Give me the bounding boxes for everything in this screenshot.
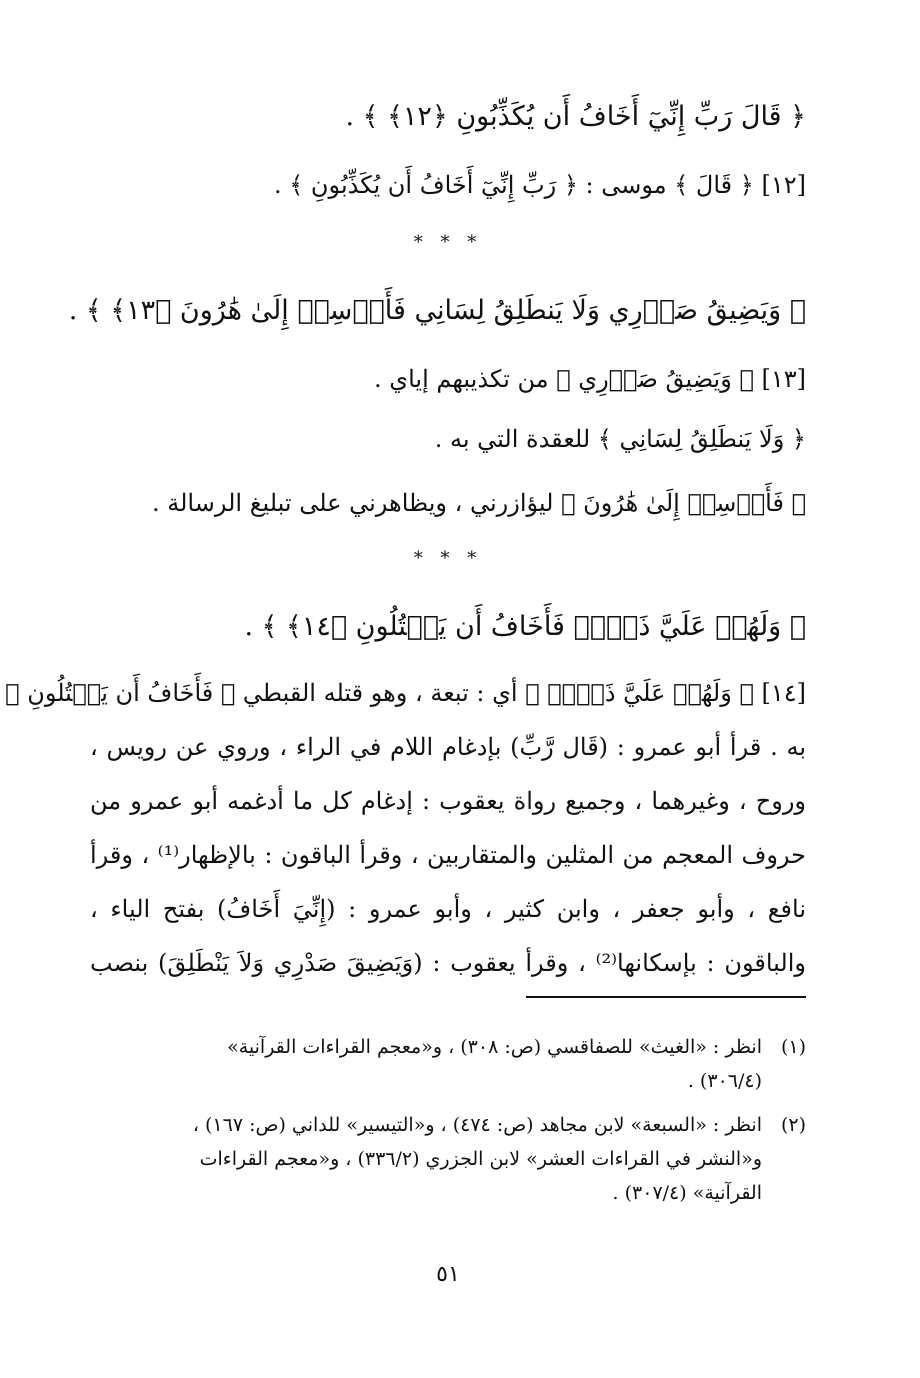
- commentary-12: [١٢] ﴿ قَالَ ﴾ موسى : ﴿ رَبِّ إِنِّيٓ أَخَافُ أَن يُكَذِّبُونِ ﴾ .: [273, 171, 806, 199]
- footnote-2-cont-2: القرآنية» (٣٠٧/٤) .: [612, 1182, 762, 1204]
- footnote-2: [90, 1110, 806, 1141]
- footnote-separator: [526, 996, 806, 998]
- commentary-14-line-6: والباقون : بإسكانها⁽²⁾ ، وقرأ يعقوب : (وَيَضِيقَ صَدْرِي وَلاَ يَنْطَلِقَ) بنصب: [90, 949, 806, 977]
- page-number: ٥١: [436, 1262, 460, 1287]
- footnote-1-cont: (٣٠٦/٤) .: [687, 1070, 762, 1092]
- commentary-14-line-1: [١٤] ﴿ وَلَهُمۡ عَلَيَّ ذَنۢبٞ ﴾ أي : تبعة ، وهو قتله القبطي ﴿ فَأَخَافُ أَن يَقۡتُلُونِ ﴾: [5, 679, 806, 707]
- book-page: [5, 0, 807, 1378]
- commentary-13-line-2: ﴿ وَلَا يَنطَلِقُ لِسَانِي ﴾ للعقدة التي به .: [434, 425, 806, 453]
- footnote-text: انظر : «الغيث» للصفاقسي (ص: ٣٠٨) ، و«معجم القراءات القرآنية»: [227, 1036, 762, 1058]
- commentary-14-line-2: به . قرأ أبو عمرو : (قَال رَّبِّ) بإدغام اللام في الراء ، وروي عن رويس ،: [90, 733, 806, 761]
- commentary-13-line-3: ﴿ فَأَرۡسِلۡ إِلَىٰ هَٰرُونَ ﴾ ليؤازرني ، ويظاهرني على تبليغ الرسالة .: [151, 489, 806, 517]
- commentary-14-line-5: نافع ، وأبو جعفر ، وابن كثير ، وأبو عمرو : (إِنِّيَ أَخَافُ) بفتح الياء ،: [90, 895, 806, 923]
- section-separator: * * *: [413, 548, 483, 569]
- verse-14: ﴿ وَلَهُمۡ عَلَيَّ ذَنۢبٞ فَأَخَافُ أَن يَقۡتُلُونِ ﴿١٤﴾ ﴾ .: [244, 611, 806, 642]
- footnote-number: (١): [780, 1036, 806, 1058]
- footnote-text: انظر : «السبعة» لابن مجاهد (ص: ٤٧٤) ، و«التيسير» للداني (ص: ١٦٧) ،: [192, 1114, 762, 1136]
- verse-12: ﴿ قَالَ رَبِّ إِنِّيٓ أَخَافُ أَن يُكَذِّبُونِ ﴿١٢﴾ ﴾ .: [345, 101, 806, 132]
- footnote-1: [90, 1032, 806, 1063]
- verse-13: ﴿ وَيَضِيقُ صَدۡرِي وَلَا يَنطَلِقُ لِسَانِي فَأَرۡسِلۡ إِلَىٰ هَٰرُونَ ﴿١٣﴾ ﴾ .: [68, 295, 806, 326]
- footnote-number: (٢): [780, 1114, 806, 1136]
- commentary-14-line-3: وروح ، وغيرهما ، وجميع رواة يعقوب : إدغام كل ما أدغمه أبو عمرو من: [90, 787, 806, 815]
- section-separator: * * *: [413, 232, 483, 253]
- footnote-2-cont-1: و«النشر في القراءات العشر» لابن الجزري (٣٣٦/٢) ، و«معجم القراءات: [199, 1148, 762, 1170]
- commentary-13-line-1: [١٣] ﴿ وَيَضِيقُ صَدۡرِي ﴾ من تكذيبهم إياي .: [374, 365, 806, 393]
- commentary-14-line-4: حروف المعجم من المثلين والمتقاربين ، وقرأ الباقون : بالإظهار⁽¹⁾ ، وقرأ: [90, 841, 807, 869]
